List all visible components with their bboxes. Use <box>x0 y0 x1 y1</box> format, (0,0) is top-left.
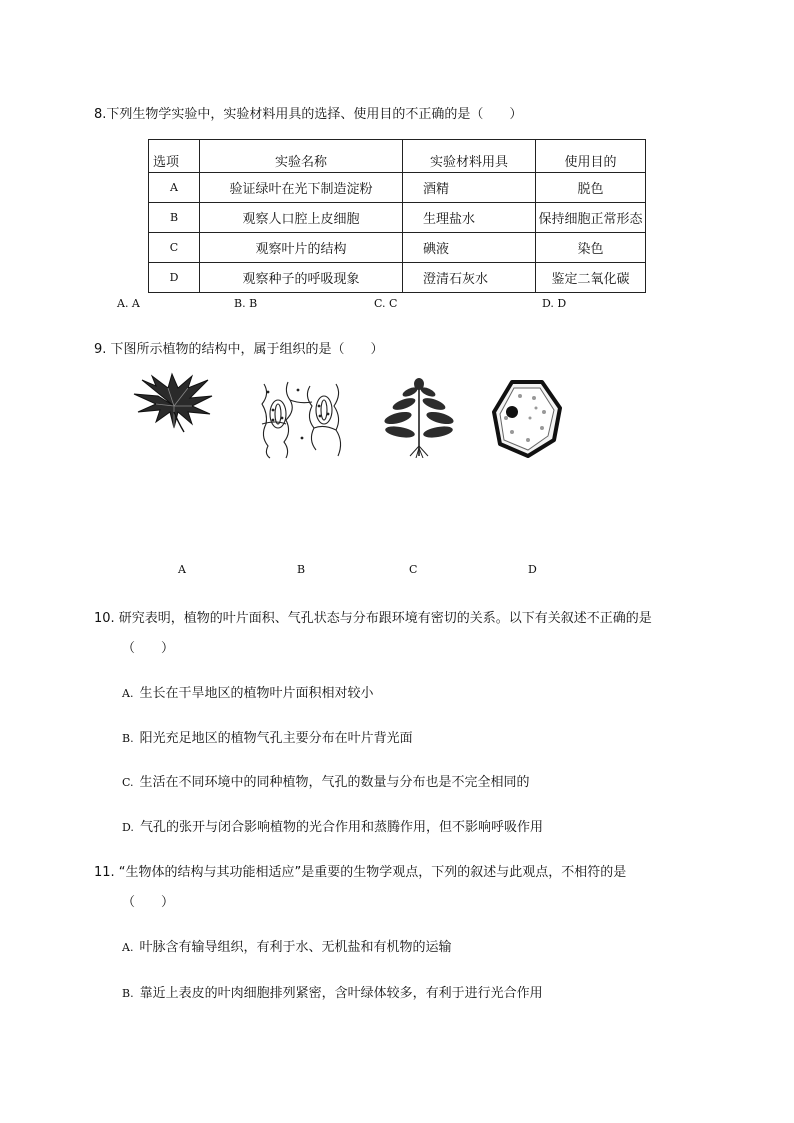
table-cell: 观察叶片的结构 <box>200 233 403 263</box>
choice-b[interactable] <box>122 982 543 1001</box>
choice-b[interactable] <box>122 727 413 746</box>
choice-text: 阳光充足地区的植物气孔主要分布在叶片背光面 <box>139 731 413 746</box>
choice-text: 气孔的张开与闭合影响植物的光合作用和蒸腾作用，但不影响呼吸作用 <box>139 820 543 835</box>
table-header-cell: 使用目的 <box>536 140 646 173</box>
figure-label-d[interactable]: D <box>528 563 537 576</box>
table-cell: 染色 <box>536 233 646 263</box>
table-cell: 生理盐水 <box>403 203 536 233</box>
choice-text: 叶脉含有输导组织，有利于水、无机盐和有机物的运输 <box>139 940 452 955</box>
table-header-cell: 实验材料用具 <box>403 140 536 173</box>
table-cell: A <box>149 173 200 203</box>
choice-c[interactable] <box>122 771 530 790</box>
experiment-table <box>148 139 646 293</box>
table-cell: 保持细胞正常形态 <box>536 203 646 233</box>
stomata-tissue-icon <box>258 380 348 460</box>
choice-letter: B. <box>122 987 134 1000</box>
question-11-stem: 11. “生物体的结构与其功能相适应”是重要的生物学观点，下列的叙述与此观点，不相符的是 <box>94 865 627 880</box>
figure-label-b[interactable]: B <box>297 563 306 576</box>
plant-cell-icon <box>490 378 564 460</box>
choice-a[interactable] <box>122 936 451 955</box>
table-row <box>149 263 646 293</box>
table-cell: 脱色 <box>536 173 646 203</box>
table-cell: 鉴定二氧化碳 <box>536 263 646 293</box>
table-row <box>149 203 646 233</box>
choice-d[interactable] <box>122 816 543 835</box>
option-c[interactable]: C. C <box>374 297 398 310</box>
table-cell: C <box>149 233 200 263</box>
option-d[interactable]: D. D <box>542 297 567 310</box>
plant-icon <box>380 376 458 458</box>
question-10-stem: 10. 研究表明，植物的叶片面积、气孔状态与分布跟环境有密切的关系。以下有关叙述不正确的是 <box>94 611 652 626</box>
table-row <box>149 173 646 203</box>
table-cell: 酒精 <box>403 173 536 203</box>
figure-label-c[interactable]: C <box>409 563 418 576</box>
choice-text: 生活在不同环境中的同种植物，气孔的数量与分布也是不完全相同的 <box>139 775 530 790</box>
leaf-icon <box>132 372 216 434</box>
option-b[interactable]: B. B <box>234 297 258 310</box>
choice-text: 生长在干旱地区的植物叶片面积相对较小 <box>139 686 374 701</box>
choice-text: 靠近上表皮的叶肉细胞排列紧密，含叶绿体较多，有利于进行光合作用 <box>139 986 543 1001</box>
choice-letter: A. <box>122 941 134 954</box>
question-11-answer-paren: （ ） <box>122 895 175 910</box>
table-header-row <box>149 140 646 173</box>
table-cell: 澄清石灰水 <box>403 263 536 293</box>
table-row <box>149 233 646 263</box>
table-cell: B <box>149 203 200 233</box>
question-10-answer-paren: （ ） <box>122 641 175 656</box>
question-9-stem: 9. 下图所示植物的结构中，属于组织的是（ ） <box>94 342 384 357</box>
choice-letter: C. <box>122 776 134 789</box>
table-cell: 观察种子的呼吸现象 <box>200 263 403 293</box>
table-cell: 碘液 <box>403 233 536 263</box>
choice-letter: B. <box>122 732 134 745</box>
table-cell: 观察人口腔上皮细胞 <box>200 203 403 233</box>
choice-a[interactable] <box>122 682 373 701</box>
question-8-stem: 8.下列生物学实验中，实验材料用具的选择、使用目的不正确的是（ ） <box>94 107 523 122</box>
choice-letter: A. <box>122 687 134 700</box>
table-header-cell: 选项 <box>149 140 200 173</box>
option-a[interactable]: A. A <box>117 297 140 310</box>
choice-letter: D. <box>122 821 134 834</box>
figure-label-a[interactable]: A <box>178 563 186 576</box>
table-cell: D <box>149 263 200 293</box>
table-header-cell: 实验名称 <box>200 140 403 173</box>
table-cell: 验证绿叶在光下制造淀粉 <box>200 173 403 203</box>
